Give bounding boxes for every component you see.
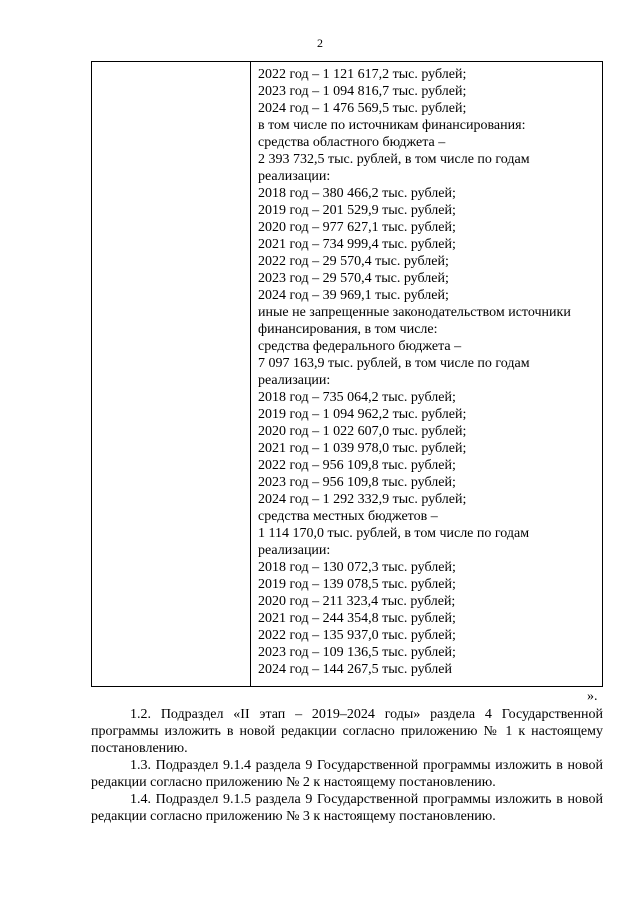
amendment-paragraph: 1.2. Подраздел «II этап – 2019–2024 годы» раздела 4 Государственной программы изложить в новой редакции согласно приложению № 1 к настоящему постановлению. [91,707,603,756]
amendment-paragraph: 1.4. Подраздел 9.1.5 раздела 9 Государственной программы изложить в новой редакции согласно приложению № 3 к настоящему постановлению. [91,792,603,824]
page-number: 2 [317,36,323,50]
table-line: 2024 год – 39 969,1 тыс. рублей; [258,288,449,303]
table-line: 2018 год – 130 072,3 тыс. рублей; [258,560,456,575]
table-line: в том числе по источникам финансирования: [258,118,526,133]
table-line: реализации: [258,373,331,388]
table-line: 2018 год – 735 064,2 тыс. рублей; [258,390,456,405]
table-line: средства областного бюджета – [258,135,446,150]
table-line: 2021 год – 244 354,8 тыс. рублей; [258,611,456,626]
table-line: 2 393 732,5 тыс. рублей, в том числе по годам [258,152,530,167]
table-line: 2020 год – 211 323,4 тыс. рублей; [258,594,456,609]
table-line: 2018 год – 380 466,2 тыс. рублей; [258,186,456,201]
table-line: 1 114 170,0 тыс. рублей, в том числе по годам [258,526,530,541]
table-line: 2020 год – 977 627,1 тыс. рублей; [258,220,456,235]
amendment-paragraph: 1.3. Подраздел 9.1.4 раздела 9 Государственной программы изложить в новой редакции согласно приложению № 2 к настоящему постановлению. [91,758,603,790]
table-line: 2021 год – 1 039 978,0 тыс. рублей; [258,441,467,456]
table-line: 2022 год – 956 109,8 тыс. рублей; [258,458,456,473]
table-line: 2022 год – 1 121 617,2 тыс. рублей; [258,67,467,82]
table-line: 2024 год – 144 267,5 тыс. рублей [258,662,452,677]
table-line: реализации: [258,169,331,184]
table-line: средства местных бюджетов – [258,509,438,524]
table-line: 2020 год – 1 022 607,0 тыс. рублей; [258,424,467,439]
table-right-cell [258,66,600,678]
table-line: 2023 год – 1 094 816,7 тыс. рублей; [258,84,467,99]
table-line: иные не запрещенные законодательством источники [258,305,571,320]
table-line: 7 097 163,9 тыс. рублей, в том числе по годам [258,356,530,371]
table-line: 2024 год – 1 476 569,5 тыс. рублей; [258,101,467,116]
table-line: финансирования, в том числе: [258,322,438,337]
table-line: 2019 год – 1 094 962,2 тыс. рублей; [258,407,467,422]
budget-table [91,61,603,687]
amendment-paragraphs [91,706,603,825]
table-line: 2023 год – 956 109,8 тыс. рублей; [258,475,456,490]
table-line: 2019 год – 139 078,5 тыс. рублей; [258,577,456,592]
table-line: реализации: [258,543,331,558]
table-line: средства федерального бюджета – [258,339,462,354]
table-line: 2023 год – 29 570,4 тыс. рублей; [258,271,449,286]
table-line: 2024 год – 1 292 332,9 тыс. рублей; [258,492,467,507]
table-line: 2021 год – 734 999,4 тыс. рублей; [258,237,456,252]
table-line: 2019 год – 201 529,9 тыс. рублей; [258,203,456,218]
closing-quote: ». [587,689,598,704]
table-column-divider [250,62,251,686]
table-line: 2023 год – 109 136,5 тыс. рублей; [258,645,456,660]
table-line: 2022 год – 135 937,0 тыс. рублей; [258,628,456,643]
table-line: 2022 год – 29 570,4 тыс. рублей; [258,254,449,269]
